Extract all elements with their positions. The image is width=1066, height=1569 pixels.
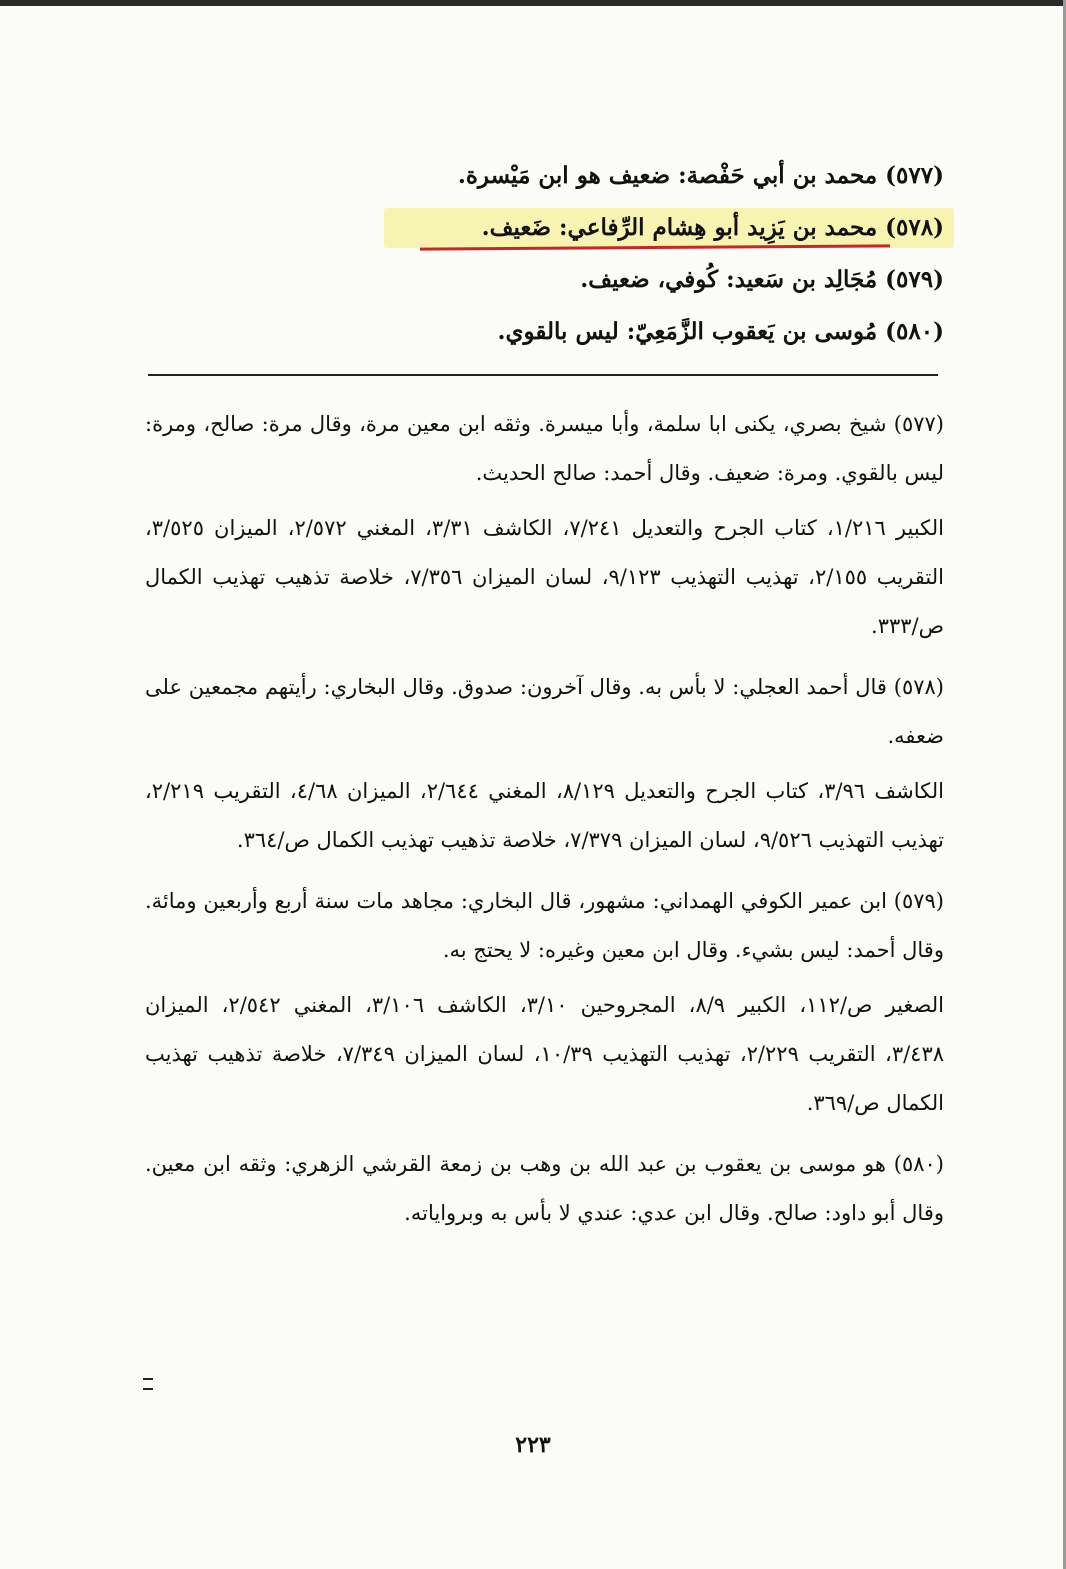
page-number: ٢٢٣ [515, 1432, 551, 1458]
footnote-separator [148, 374, 938, 376]
footnote-579 [145, 877, 944, 1128]
footnote-578 [145, 663, 944, 865]
page-top-edge [0, 0, 1066, 6]
entry-text: (٥٧٩) مُجَالِد بن سَعيد: كُوفي، ضعيف. [580, 266, 944, 293]
entry-579 [330, 254, 944, 306]
footnote-sources: الصغير ص/١١٢، الكبير ٨/٩، المجروحين ٣/١٠، الكاشف ٣/١٠٦، المغني ٢/٥٤٢، الميزان ٣/٤٣٨، التقريب ٢/٢٢٩، تهذيب التهذيب ١٠/٣٩، لسان الميزان ٧/٣٤٩، خلاصة تذهيب تهذيب الكمال ص/٣٦٩. [145, 993, 945, 1115]
footnote-sources: الكبير ١/٢١٦، كتاب الجرح والتعديل ٧/٢٤١، الكاشف ٣/٣١، المغني ٢/٥٧٢، الميزان ٣/٥٢٥، التقريب ٢/١٥٥، تهذيب التهذيب ٩/١٢٣، لسان الميزان ٧/٣٥٦، خلاصة تذهيب تهذيب الكمال ص/٣٣٣. [145, 516, 944, 638]
footnote-body: (٥٧٩) ابن عمير الكوفي الهمداني: مشهور، قال البخاري: مجاهد مات سنة أربع وأربعين ومائة. وقال أحمد: ليس بشيء. وقال ابن معين وغيره: لا يحتج به. [145, 889, 944, 962]
footnote-577 [145, 400, 944, 651]
end-mark [143, 1378, 153, 1390]
footnote-sources: الكاشف ٣/٩٦، كتاب الجرح والتعديل ٨/١٢٩، المغني ٢/٦٤٤، الميزان ٤/٦٨، التقريب ٢/٢١٩، تهذيب التهذيب ٩/٥٢٦، لسان الميزان ٧/٣٧٩، خلاصة تذهيب تهذيب الكمال ص/٣٦٤. [145, 779, 944, 852]
footnote-body: (٥٨٠) هو موسى بن يعقوب بن عبد الله بن وهب بن زمعة القرشي الزهري: وثقه ابن معين. وقال أبو داود: صالح. وقال ابن عدي: عندي لا بأس به وبرواياته. [145, 1152, 944, 1225]
entry-text: (٥٨٠) مُوسى بن يَعقوب الزَّمَعِيّ: ليس بالقوي. [497, 318, 944, 345]
entry-580 [330, 306, 944, 358]
narrator-entries [330, 150, 944, 358]
entry-578 [330, 202, 944, 254]
footnotes [145, 400, 944, 1250]
footnote-580 [145, 1140, 944, 1238]
entry-577 [330, 150, 944, 202]
footnote-body: (٥٧٨) قال أحمد العجلي: لا بأس به. وقال آخرون: صدوق. وقال البخاري: رأيتهم مجمعين على ضعفه. [145, 675, 944, 748]
entry-text: (٥٧٨) محمد بن يَزِيد أبو هِشام الرِّفاعي: ضَعيف. [481, 214, 944, 241]
entry-text: (٥٧٧) محمد بن أبي حَفْصة: ضعيف هو ابن مَيْسرة. [457, 162, 944, 189]
footnote-body: (٥٧٧) شيخ بصري، يكنى ابا سلمة، وأبا ميسرة. وثقه ابن معين مرة، وقال مرة: صالح، ومرة: ليس بالقوي. ومرة: ضعيف. وقال أحمد: صالح الحديث. [145, 412, 944, 485]
